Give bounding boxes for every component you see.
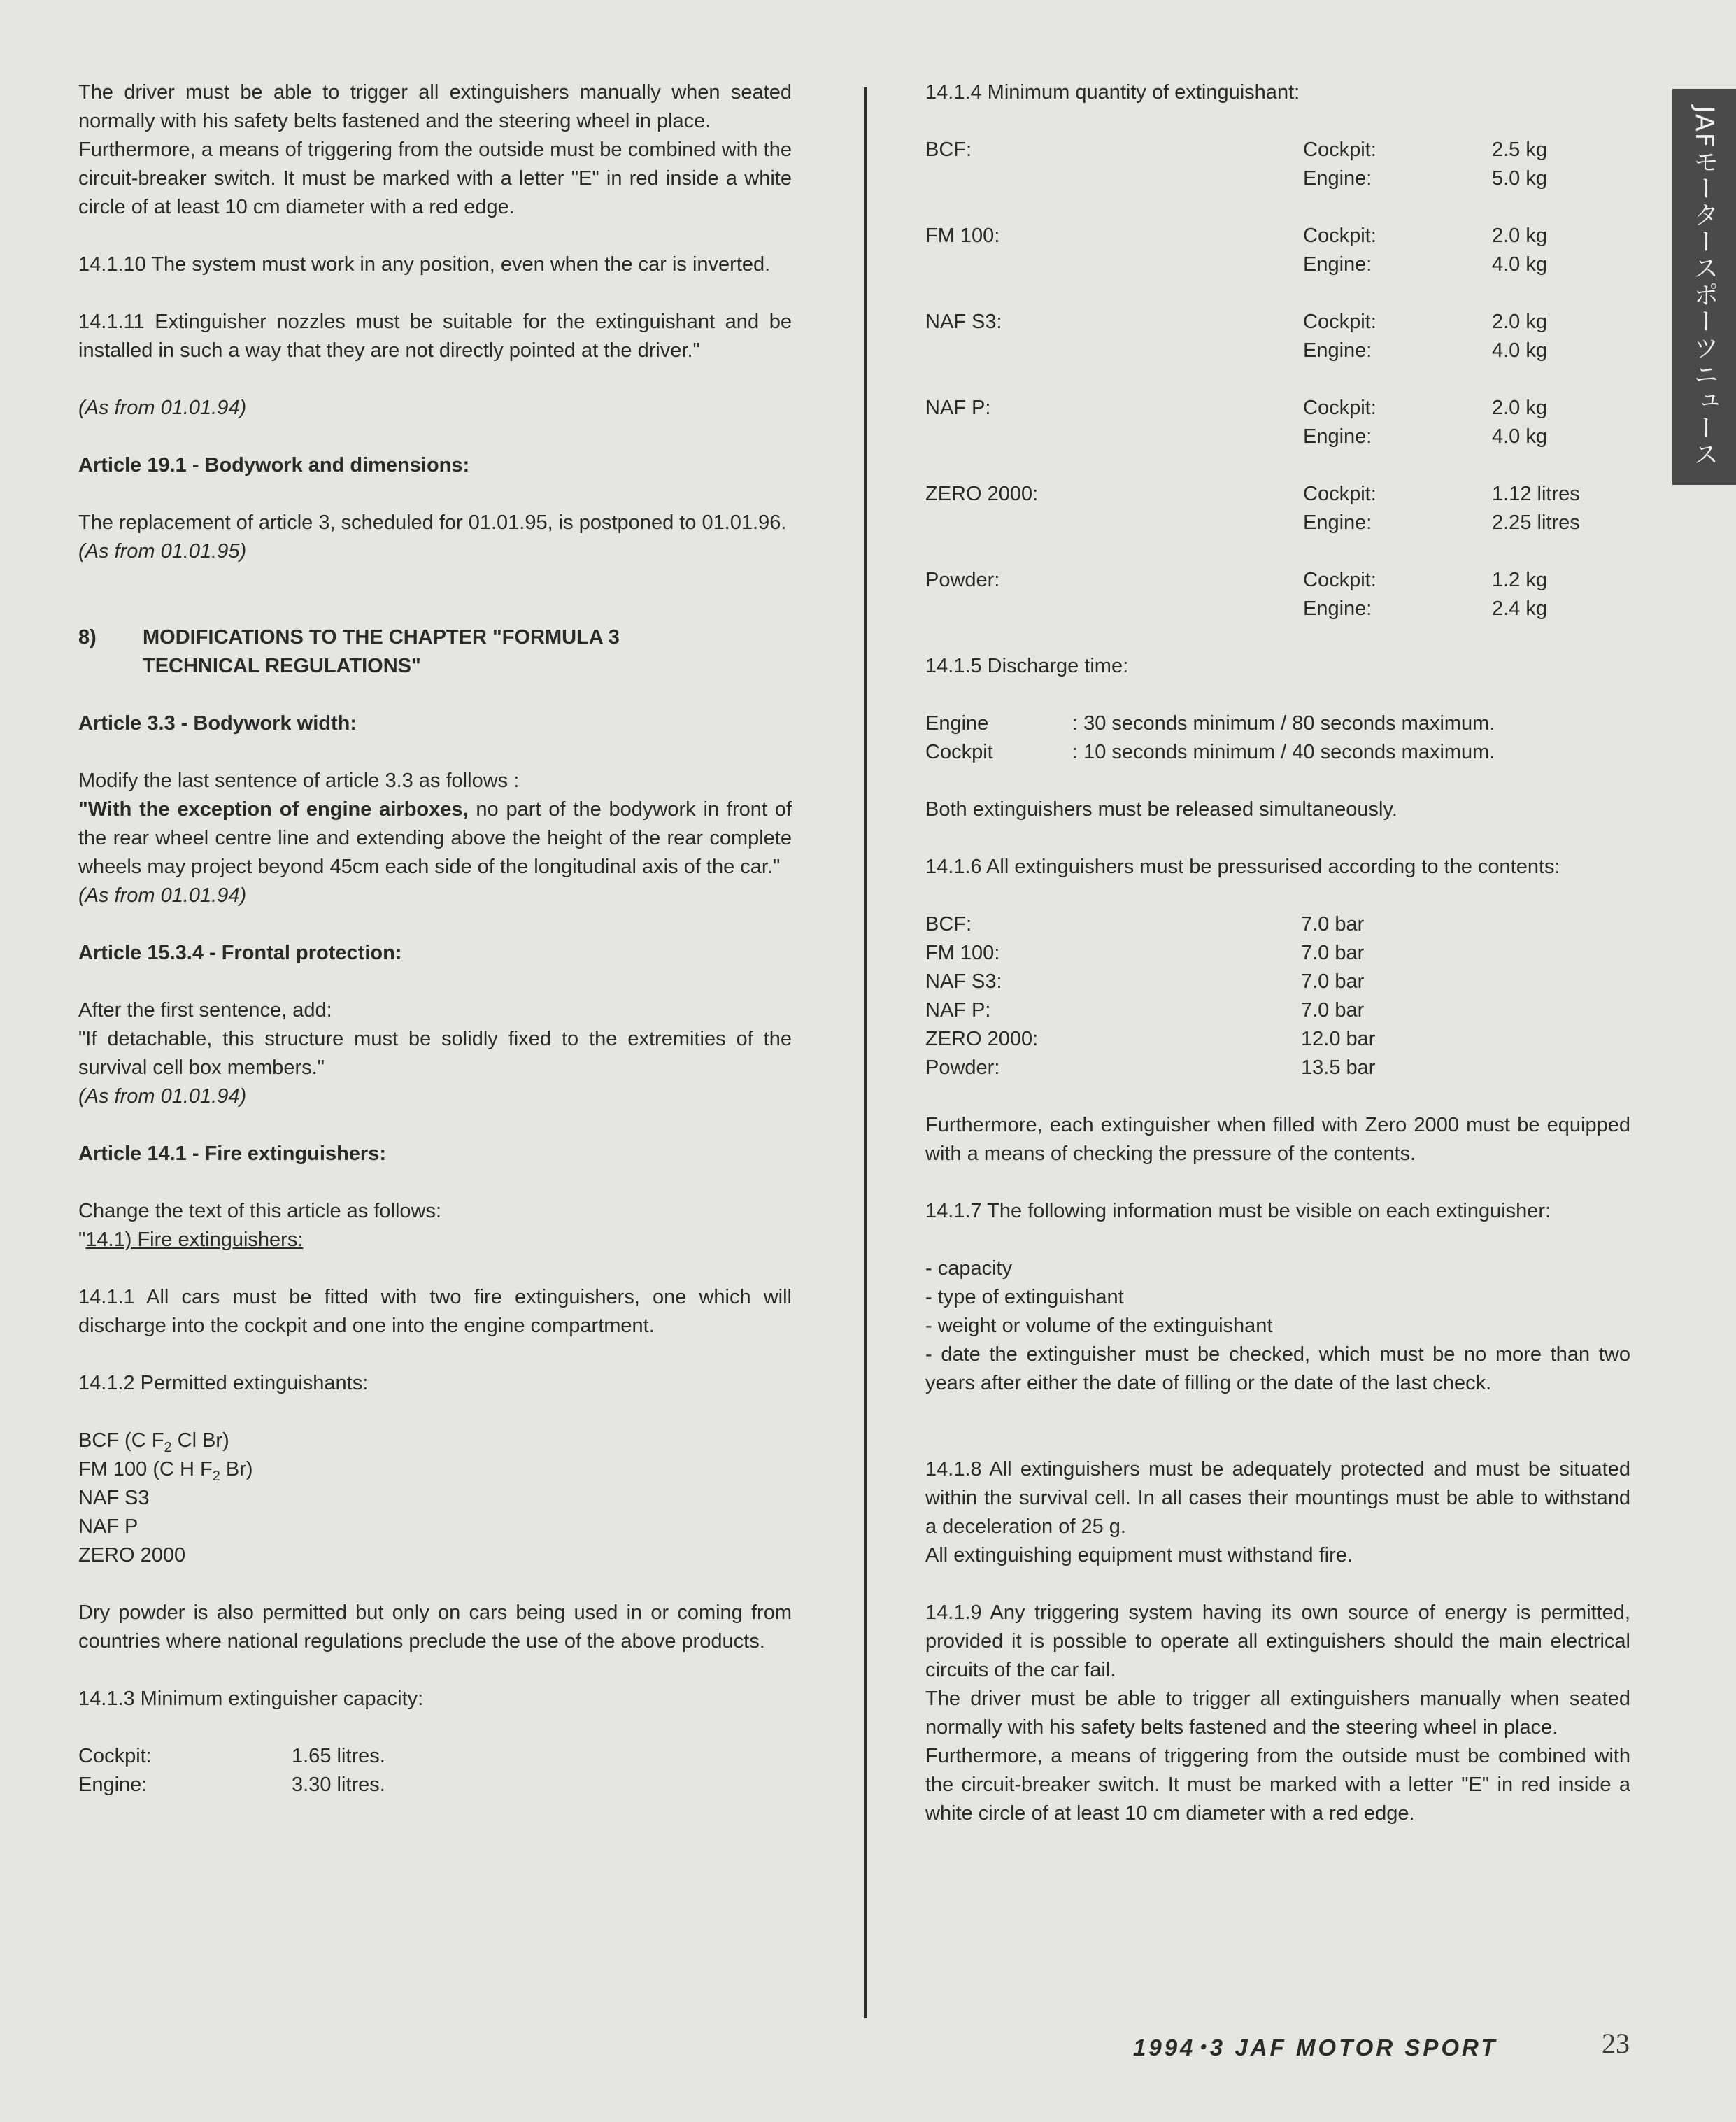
location-label: Engine: [1303, 597, 1372, 620]
paragraph: 14.1.4 Minimum quantity of extinguishant: [925, 81, 1300, 104]
quantity-row [925, 164, 1630, 193]
effective-date: (As from 01.01.94) [78, 884, 247, 907]
quantity-value: 2.0 kg [1492, 225, 1547, 247]
section-title: TECHNICAL REGULATIONS" [143, 655, 421, 677]
effective-date: (As from 01.01.94) [78, 397, 247, 419]
agent-name: NAF P: [925, 397, 991, 419]
paragraph: Furthermore, a means of triggering from the outside must be combined with the circuit-breaker switch. It must be marked with a letter "E" in red inside a white circle of at least 10 cm diameter with a red edge. [925, 1745, 1630, 1825]
agent-name: Powder: [925, 1056, 1000, 1079]
magazine-footer: 1994･3 JAF MOTOR SPORT [1133, 2035, 1498, 2060]
article-heading: Article 14.1 - Fire extinguishers: [78, 1143, 386, 1165]
paragraph: 14.1.5 Discharge time: [925, 655, 1129, 677]
quantity-row [925, 136, 1630, 164]
column-divider [864, 87, 867, 2018]
quantity-row [925, 394, 1630, 423]
quantity-value: 2.0 kg [1492, 311, 1547, 333]
pressure-row [925, 996, 1630, 1025]
paragraph: 14.1.7 The following information must be visible on each extinguisher: [925, 1200, 1551, 1222]
section-heading [78, 623, 792, 681]
left-column [78, 78, 792, 1799]
agent-name: ZERO 2000: [925, 483, 1039, 505]
agent-name: NAF P: [925, 999, 991, 1021]
pressure-row [925, 939, 1630, 968]
paragraph: "If detachable, this structure must be solidly fixed to the extremities of the survival cell box members." [78, 1028, 792, 1079]
quantity-value: 1.12 litres [1492, 483, 1580, 505]
quantity-value: 1.2 kg [1492, 569, 1547, 591]
paragraph: 14.1.6 All extinguishers must be pressurised according to the contents: [925, 856, 1560, 878]
location-label: Engine: [1303, 339, 1372, 362]
location-label: Engine: [1303, 167, 1372, 190]
paragraph: Furthermore, a means of triggering from the outside must be combined with the circuit-breaker switch. It must be marked with a letter "E" in red inside a white circle of at least 10 cm diameter with a red edge. [78, 139, 792, 218]
pressure-row [925, 968, 1630, 996]
extinguishant-item: BCF (C $F_2$ Cl Br) [78, 1429, 229, 1455]
list-item: - type of extinguishant [925, 1286, 1124, 1308]
pressure-value: 7.0 bar [1301, 970, 1365, 993]
paragraph: 14.1.10 The system must work in any position, even when the car is inverted. [78, 253, 771, 276]
list-item: - date the extinguisher must be checked, which must be no more than two years after either the date of filling or the date of the last check. [925, 1343, 1630, 1394]
effective-date: (As from 01.01.94) [78, 1085, 247, 1108]
location-label: Engine: [1303, 511, 1372, 534]
quantity-row [925, 423, 1630, 451]
quantity-row [925, 566, 1630, 595]
paragraph: The replacement of article 3, scheduled for 01.01.95, is postponed to 01.01.96. [78, 511, 787, 534]
page-number: 23 [1602, 2028, 1630, 2059]
paragraph: 14.1.9 Any triggering system having its own source of energy is permitted, provided it is possible to operate all extinguishers should the main electrical circuits of the car fail. [925, 1601, 1630, 1681]
side-tab [1672, 89, 1736, 485]
pressure-value: 13.5 bar [1301, 1056, 1376, 1079]
quantity-value: 2.0 kg [1492, 397, 1547, 419]
side-tab-label: JAFモータースポーツニュース [1690, 106, 1719, 468]
paragraph: Modify the last sentence of article 3.3 as follows : [78, 770, 520, 792]
bold-text: "With the exception of engine airboxes, [78, 798, 469, 821]
quantity-value: 5.0 kg [1492, 167, 1547, 190]
list-item: - weight or volume of the extinguishant [925, 1315, 1273, 1337]
right-column [925, 78, 1630, 1828]
quantity-value: 4.0 kg [1492, 339, 1547, 362]
quantity-row [925, 595, 1630, 623]
article-heading: Article 3.3 - Bodywork width: [78, 712, 357, 735]
quantity-value: 2.4 kg [1492, 597, 1547, 620]
article-heading: Article 15.3.4 - Frontal protection: [78, 942, 402, 964]
pressure-table [925, 910, 1630, 1082]
capacity-row: Cockpit: 1.65 litres. [78, 1745, 385, 1767]
pressure-row [925, 1054, 1630, 1082]
paragraph: 14.1.2 Permitted extinguishants: [78, 1372, 369, 1394]
location-label: Cockpit: [1303, 311, 1376, 333]
paragraph: After the first sentence, add: [78, 999, 332, 1021]
discharge-row: Engine : 30 seconds minimum / 80 seconds maximum. [925, 712, 1495, 735]
paragraph: All extinguishing equipment must withstand fire. [925, 1544, 1353, 1566]
capacity-row: Engine: 3.30 litres. [78, 1774, 385, 1796]
pressure-value: 7.0 bar [1301, 942, 1365, 964]
quantity-row [925, 222, 1630, 250]
paragraph: Change the text of this article as follows: [78, 1200, 442, 1222]
article-heading: Article 19.1 - Bodywork and dimensions: [78, 454, 470, 476]
location-label: Engine: [1303, 425, 1372, 448]
pressure-row [925, 1025, 1630, 1054]
underlined-title: 14.1) Fire extinguishers: [85, 1229, 304, 1251]
extinguishant-item: NAF P [78, 1515, 138, 1538]
pressure-value: 12.0 bar [1301, 1028, 1376, 1050]
paragraph: Both extinguishers must be released simultaneously. [925, 798, 1397, 821]
agent-name: FM 100: [925, 942, 1000, 964]
agent-name: BCF: [925, 139, 972, 161]
paragraph: 14.1.8 All extinguishers must be adequately protected and must be situated within the survival cell. In all cases their mountings must be able to withstand a deceleration of 25 g. [925, 1458, 1630, 1538]
quantity-row [925, 337, 1630, 365]
paragraph: Dry powder is also permitted but only on cars being used in or coming from countries where national regulations preclude the use of the above products. [78, 1601, 792, 1653]
pressure-row [925, 910, 1630, 939]
agent-name: Powder: [925, 569, 1000, 591]
location-label: Cockpit: [1303, 225, 1376, 247]
quantity-value: 2.25 litres [1492, 511, 1580, 534]
pressure-value: 7.0 bar [1301, 999, 1365, 1021]
discharge-row: Cockpit : 10 seconds minimum / 40 seconds maximum. [925, 741, 1495, 763]
paragraph: 14.1.3 Minimum extinguisher capacity: [78, 1688, 424, 1710]
agent-name: NAF S3: [925, 970, 1002, 993]
effective-date: (As from 01.01.95) [78, 540, 247, 563]
paragraph: 14.1.11 Extinguisher nozzles must be suitable for the extinguishant and be installed in such a way that they are not directly pointed at the driver." [78, 311, 792, 362]
location-label: Cockpit: [1303, 569, 1376, 591]
paragraph: The driver must be able to trigger all extinguishers manually when seated normally with his safety belts fastened and the steering wheel in place. [78, 81, 792, 132]
location-label: Engine: [1303, 253, 1372, 276]
quantity-value: 2.5 kg [1492, 139, 1547, 161]
paragraph: The driver must be able to trigger all extinguishers manually when seated normally with his safety belts fastened and the steering wheel in place. [925, 1688, 1630, 1739]
section-title: MODIFICATIONS TO THE CHAPTER "FORMULA 3 [143, 626, 620, 649]
pressure-value: 7.0 bar [1301, 913, 1365, 935]
quantity-value: 4.0 kg [1492, 253, 1547, 276]
extinguishant-item: NAF S3 [78, 1487, 150, 1509]
section-number: 8) [78, 626, 97, 649]
quantity-row [925, 509, 1630, 537]
location-label: Cockpit: [1303, 397, 1376, 419]
extinguishant-item: ZERO 2000 [78, 1544, 186, 1566]
paragraph: 14.1.1 All cars must be fitted with two fire extinguishers, one which will discharge into the cockpit and one into the engine compartment. [78, 1286, 792, 1337]
extinguishant-item: FM 100 (C H $F_2$ Br) [78, 1458, 253, 1484]
subheading: "14.1) Fire extinguishers: [78, 1229, 304, 1251]
agent-name: ZERO 2000: [925, 1028, 1039, 1050]
location-label: Cockpit: [1303, 483, 1376, 505]
location-label: Cockpit: [1303, 139, 1376, 161]
quantity-row [925, 308, 1630, 337]
paragraph: Furthermore, each extinguisher when filled with Zero 2000 must be equipped with a means of checking the pressure of the contents. [925, 1114, 1630, 1165]
quantity-table [925, 136, 1630, 652]
text: no part of the bodywork in front of the rear wheel centre line and extending above the height of the rear complete wheels may project beyond 45cm each side of the longitudinal axis of the car." [78, 798, 792, 878]
quantity-value: 4.0 kg [1492, 425, 1547, 448]
list-item: - capacity [925, 1257, 1013, 1280]
agent-name: BCF: [925, 913, 972, 935]
agent-name: NAF S3: [925, 311, 1002, 333]
quantity-row [925, 250, 1630, 279]
agent-name: FM 100: [925, 225, 1000, 247]
quantity-row [925, 480, 1630, 509]
paragraph [78, 795, 792, 882]
